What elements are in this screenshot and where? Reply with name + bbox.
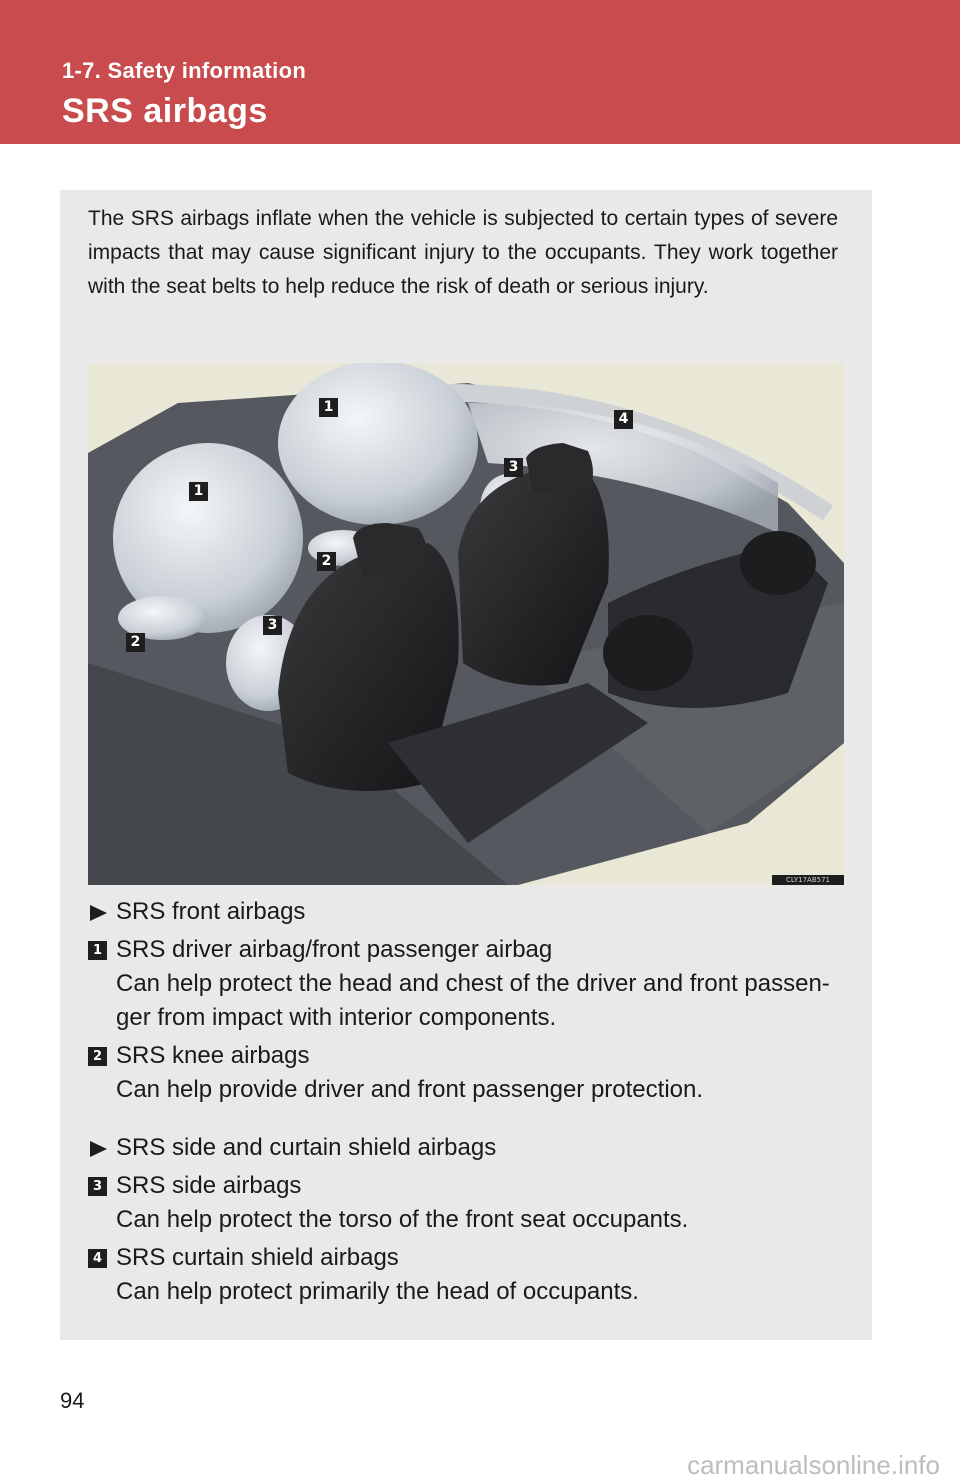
- item-description: Can help provide driver and front passenger protection.: [116, 1076, 704, 1103]
- number-badge-icon: 2: [88, 1047, 107, 1066]
- section-label: 1-7. Safety information: [62, 58, 307, 83]
- item-title: SRS curtain shield airbags: [116, 1244, 399, 1271]
- number-badge-icon: 4: [88, 1249, 107, 1268]
- marker-side-airbag-passenger: 3: [504, 458, 523, 477]
- marker-side-airbag-driver: 3: [263, 616, 282, 635]
- marker-front-airbag-driver: 1: [189, 482, 208, 501]
- item-description: Can help protect the torso of the front seat occupants.: [116, 1206, 689, 1233]
- triangle-bullet-icon: [90, 1141, 107, 1157]
- item-description: Can help protect primarily the head of occupants.: [116, 1278, 639, 1305]
- marker-knee-airbag-driver: 2: [126, 633, 145, 652]
- list-item: [88, 933, 848, 967]
- watermark: carmanualsonline.info: [687, 1450, 940, 1480]
- intro-paragraph: The SRS airbags inflate when the vehicle is subjected to certain types of severe impacts that may cause significant injury to the occupants. They work together with the seat belts to help reduce the risk of death or serious injury.: [88, 207, 838, 298]
- item-title: SRS driver airbag/front passenger airbag: [116, 936, 553, 963]
- group-heading-front: SRS front airbags: [88, 895, 848, 929]
- item-title: SRS knee airbags: [116, 1042, 310, 1069]
- list-item: [88, 1169, 848, 1203]
- figure-code: CLY17AB571: [772, 875, 844, 885]
- car-interior-drawing: [88, 363, 844, 885]
- list-item: [88, 1241, 848, 1275]
- number-badge-icon: 1: [88, 941, 107, 960]
- number-badge-icon: 3: [88, 1177, 107, 1196]
- marker-knee-airbag-passenger: 2: [317, 552, 336, 571]
- airbag-illustration: [88, 363, 844, 885]
- triangle-bullet-icon: [90, 905, 107, 921]
- item-title: SRS side airbags: [116, 1172, 302, 1199]
- content-panel: [60, 190, 872, 1340]
- marker-front-airbag-passenger: 1: [319, 398, 338, 417]
- airbag-list: [88, 895, 848, 1309]
- group-heading-side-curtain: SRS side and curtain shield airbags: [88, 1131, 848, 1165]
- item-description: Can help protect the head and chest of the driver and front passen-: [116, 970, 830, 997]
- marker-curtain-airbag: 4: [614, 410, 633, 429]
- page-title: SRS airbags: [62, 92, 268, 130]
- item-description: ger from impact with interior components.: [116, 1004, 557, 1031]
- chapter-header: [0, 0, 960, 144]
- list-item: [88, 1039, 848, 1073]
- page-number: 94: [60, 1388, 85, 1413]
